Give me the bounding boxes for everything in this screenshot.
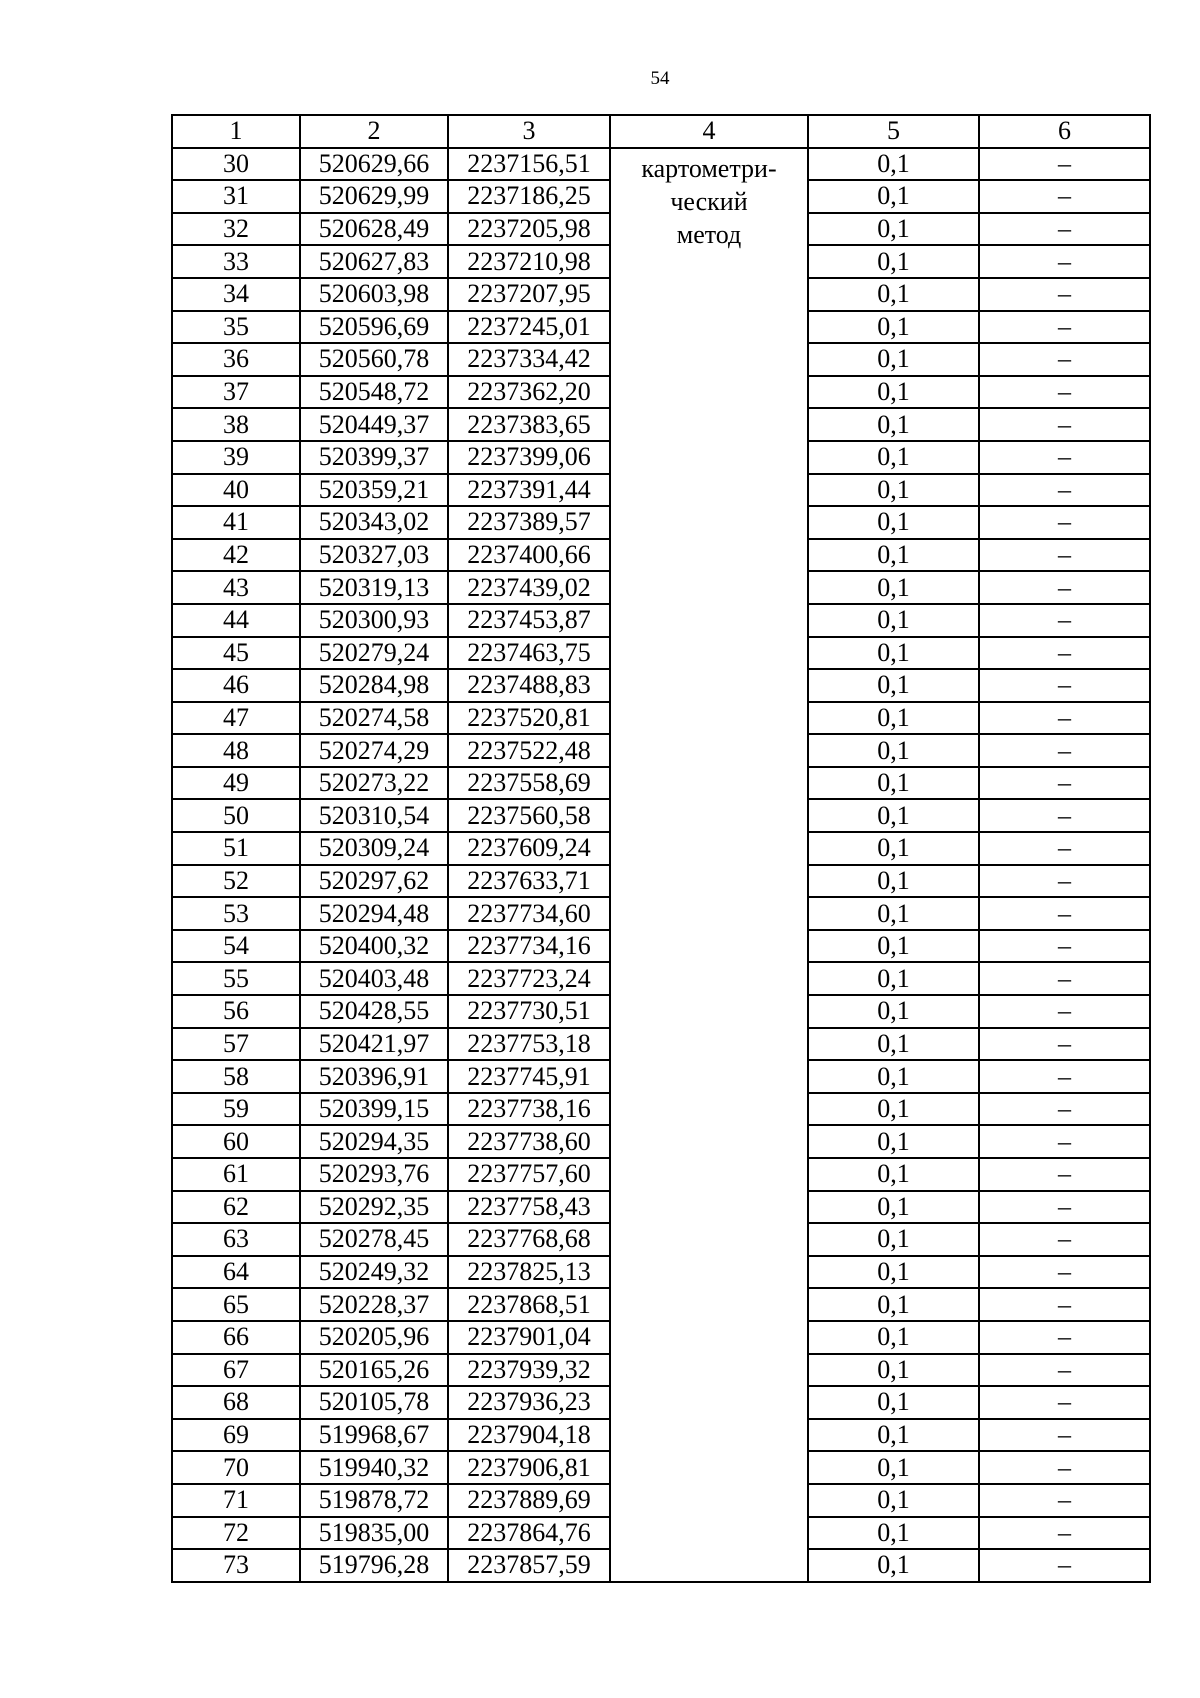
accuracy-cell: 0,1 bbox=[808, 865, 979, 898]
x-coordinate-cell: 520284,98 bbox=[300, 669, 448, 702]
y-coordinate-cell: 2237488,83 bbox=[448, 669, 610, 702]
col6-cell: – bbox=[979, 1484, 1150, 1517]
col6-cell: – bbox=[979, 1549, 1150, 1582]
col6-cell: – bbox=[979, 1028, 1150, 1061]
point-number-cell: 64 bbox=[172, 1256, 300, 1289]
y-coordinate-cell: 2237391,44 bbox=[448, 474, 610, 507]
y-coordinate-cell: 2237723,24 bbox=[448, 962, 610, 995]
point-number-cell: 73 bbox=[172, 1549, 300, 1582]
col6-cell: – bbox=[979, 408, 1150, 441]
accuracy-cell: 0,1 bbox=[808, 702, 979, 735]
y-coordinate-cell: 2237745,91 bbox=[448, 1060, 610, 1093]
col6-cell: – bbox=[979, 995, 1150, 1028]
point-number-cell: 49 bbox=[172, 767, 300, 800]
x-coordinate-cell: 520627,83 bbox=[300, 245, 448, 278]
header-col-4: 4 bbox=[610, 115, 808, 148]
accuracy-cell: 0,1 bbox=[808, 441, 979, 474]
accuracy-cell: 0,1 bbox=[808, 1028, 979, 1061]
point-number-cell: 35 bbox=[172, 311, 300, 344]
x-coordinate-cell: 520396,91 bbox=[300, 1060, 448, 1093]
point-number-cell: 51 bbox=[172, 832, 300, 865]
col6-cell: – bbox=[979, 245, 1150, 278]
x-coordinate-cell: 520359,21 bbox=[300, 474, 448, 507]
col6-cell: – bbox=[979, 1419, 1150, 1452]
x-coordinate-cell: 520399,15 bbox=[300, 1093, 448, 1126]
y-coordinate-cell: 2237825,13 bbox=[448, 1256, 610, 1289]
accuracy-cell: 0,1 bbox=[808, 311, 979, 344]
x-coordinate-cell: 520428,55 bbox=[300, 995, 448, 1028]
col6-cell: – bbox=[979, 832, 1150, 865]
x-coordinate-cell: 520273,22 bbox=[300, 767, 448, 800]
point-number-cell: 55 bbox=[172, 962, 300, 995]
x-coordinate-cell: 520294,35 bbox=[300, 1125, 448, 1158]
col6-cell: – bbox=[979, 1158, 1150, 1191]
accuracy-cell: 0,1 bbox=[808, 180, 979, 213]
y-coordinate-cell: 2237334,42 bbox=[448, 343, 610, 376]
y-coordinate-cell: 2237560,58 bbox=[448, 799, 610, 832]
accuracy-cell: 0,1 bbox=[808, 669, 979, 702]
method-line: метод bbox=[676, 219, 742, 249]
point-number-cell: 66 bbox=[172, 1321, 300, 1354]
col6-cell: – bbox=[979, 897, 1150, 930]
x-coordinate-cell: 520319,13 bbox=[300, 571, 448, 604]
col6-cell: – bbox=[979, 1223, 1150, 1256]
x-coordinate-cell: 520449,37 bbox=[300, 408, 448, 441]
point-number-cell: 40 bbox=[172, 474, 300, 507]
y-coordinate-cell: 2237738,60 bbox=[448, 1125, 610, 1158]
y-coordinate-cell: 2237936,23 bbox=[448, 1386, 610, 1419]
x-coordinate-cell: 520228,37 bbox=[300, 1288, 448, 1321]
x-coordinate-cell: 520327,03 bbox=[300, 539, 448, 572]
y-coordinate-cell: 2237901,04 bbox=[448, 1321, 610, 1354]
col6-cell: – bbox=[979, 669, 1150, 702]
accuracy-cell: 0,1 bbox=[808, 1451, 979, 1484]
point-number-cell: 39 bbox=[172, 441, 300, 474]
accuracy-cell: 0,1 bbox=[808, 376, 979, 409]
point-number-cell: 46 bbox=[172, 669, 300, 702]
accuracy-cell: 0,1 bbox=[808, 1386, 979, 1419]
accuracy-cell: 0,1 bbox=[808, 832, 979, 865]
table-row bbox=[172, 148, 1150, 181]
point-number-cell: 33 bbox=[172, 245, 300, 278]
y-coordinate-cell: 2237904,18 bbox=[448, 1419, 610, 1452]
point-number-cell: 53 bbox=[172, 897, 300, 930]
col6-cell: – bbox=[979, 278, 1150, 311]
accuracy-cell: 0,1 bbox=[808, 1256, 979, 1289]
col6-cell: – bbox=[979, 1354, 1150, 1387]
accuracy-cell: 0,1 bbox=[808, 245, 979, 278]
x-coordinate-cell: 520421,97 bbox=[300, 1028, 448, 1061]
col6-cell: – bbox=[979, 1256, 1150, 1289]
point-number-cell: 47 bbox=[172, 702, 300, 735]
x-coordinate-cell: 520560,78 bbox=[300, 343, 448, 376]
col6-cell: – bbox=[979, 1451, 1150, 1484]
point-number-cell: 32 bbox=[172, 213, 300, 246]
point-number-cell: 36 bbox=[172, 343, 300, 376]
point-number-cell: 72 bbox=[172, 1517, 300, 1550]
y-coordinate-cell: 2237864,76 bbox=[448, 1517, 610, 1550]
col6-cell: – bbox=[979, 311, 1150, 344]
point-number-cell: 59 bbox=[172, 1093, 300, 1126]
y-coordinate-cell: 2237558,69 bbox=[448, 767, 610, 800]
x-coordinate-cell: 520400,32 bbox=[300, 930, 448, 963]
x-coordinate-cell: 519940,32 bbox=[300, 1451, 448, 1484]
accuracy-cell: 0,1 bbox=[808, 930, 979, 963]
col6-cell: – bbox=[979, 1288, 1150, 1321]
y-coordinate-cell: 2237768,68 bbox=[448, 1223, 610, 1256]
y-coordinate-cell: 2237245,01 bbox=[448, 311, 610, 344]
header-col-3: 3 bbox=[448, 115, 610, 148]
col6-cell: – bbox=[979, 1517, 1150, 1550]
y-coordinate-cell: 2237210,98 bbox=[448, 245, 610, 278]
y-coordinate-cell: 2237857,59 bbox=[448, 1549, 610, 1582]
x-coordinate-cell: 520165,26 bbox=[300, 1354, 448, 1387]
accuracy-cell: 0,1 bbox=[808, 897, 979, 930]
method-line: картометри- bbox=[641, 153, 777, 183]
col6-cell: – bbox=[979, 571, 1150, 604]
point-number-cell: 52 bbox=[172, 865, 300, 898]
accuracy-cell: 0,1 bbox=[808, 1484, 979, 1517]
col6-cell: – bbox=[979, 637, 1150, 670]
col6-cell: – bbox=[979, 441, 1150, 474]
accuracy-cell: 0,1 bbox=[808, 1517, 979, 1550]
point-number-cell: 61 bbox=[172, 1158, 300, 1191]
header-col-6: 6 bbox=[979, 115, 1150, 148]
accuracy-cell: 0,1 bbox=[808, 1191, 979, 1224]
accuracy-cell: 0,1 bbox=[808, 1060, 979, 1093]
header-col-2: 2 bbox=[300, 115, 448, 148]
col6-cell: – bbox=[979, 734, 1150, 767]
col6-cell: – bbox=[979, 148, 1150, 181]
x-coordinate-cell: 520274,58 bbox=[300, 702, 448, 735]
y-coordinate-cell: 2237400,66 bbox=[448, 539, 610, 572]
point-number-cell: 62 bbox=[172, 1191, 300, 1224]
x-coordinate-cell: 520309,24 bbox=[300, 832, 448, 865]
x-coordinate-cell: 520399,37 bbox=[300, 441, 448, 474]
col6-cell: – bbox=[979, 962, 1150, 995]
col6-cell: – bbox=[979, 702, 1150, 735]
point-number-cell: 34 bbox=[172, 278, 300, 311]
accuracy-cell: 0,1 bbox=[808, 995, 979, 1028]
x-coordinate-cell: 520343,02 bbox=[300, 506, 448, 539]
y-coordinate-cell: 2237609,24 bbox=[448, 832, 610, 865]
accuracy-cell: 0,1 bbox=[808, 734, 979, 767]
col6-cell: – bbox=[979, 376, 1150, 409]
header-col-5: 5 bbox=[808, 115, 979, 148]
point-number-cell: 60 bbox=[172, 1125, 300, 1158]
accuracy-cell: 0,1 bbox=[808, 1223, 979, 1256]
point-number-cell: 69 bbox=[172, 1419, 300, 1452]
accuracy-cell: 0,1 bbox=[808, 637, 979, 670]
x-coordinate-cell: 520603,98 bbox=[300, 278, 448, 311]
x-coordinate-cell: 520292,35 bbox=[300, 1191, 448, 1224]
point-number-cell: 58 bbox=[172, 1060, 300, 1093]
col6-cell: – bbox=[979, 180, 1150, 213]
col6-cell: – bbox=[979, 767, 1150, 800]
point-number-cell: 38 bbox=[172, 408, 300, 441]
y-coordinate-cell: 2237522,48 bbox=[448, 734, 610, 767]
col6-cell: – bbox=[979, 506, 1150, 539]
y-coordinate-cell: 2237738,16 bbox=[448, 1093, 610, 1126]
accuracy-cell: 0,1 bbox=[808, 1321, 979, 1354]
accuracy-cell: 0,1 bbox=[808, 604, 979, 637]
y-coordinate-cell: 2237453,87 bbox=[448, 604, 610, 637]
accuracy-cell: 0,1 bbox=[808, 539, 979, 572]
x-coordinate-cell: 520596,69 bbox=[300, 311, 448, 344]
col6-cell: – bbox=[979, 1093, 1150, 1126]
point-number-cell: 56 bbox=[172, 995, 300, 1028]
x-coordinate-cell: 520629,66 bbox=[300, 148, 448, 181]
x-coordinate-cell: 520310,54 bbox=[300, 799, 448, 832]
y-coordinate-cell: 2237520,81 bbox=[448, 702, 610, 735]
accuracy-cell: 0,1 bbox=[808, 1158, 979, 1191]
y-coordinate-cell: 2237399,06 bbox=[448, 441, 610, 474]
col6-cell: – bbox=[979, 1060, 1150, 1093]
col6-cell: – bbox=[979, 1125, 1150, 1158]
y-coordinate-cell: 2237205,98 bbox=[448, 213, 610, 246]
x-coordinate-cell: 520249,32 bbox=[300, 1256, 448, 1289]
x-coordinate-cell: 519878,72 bbox=[300, 1484, 448, 1517]
accuracy-cell: 0,1 bbox=[808, 1549, 979, 1582]
y-coordinate-cell: 2237186,25 bbox=[448, 180, 610, 213]
accuracy-cell: 0,1 bbox=[808, 278, 979, 311]
col6-cell: – bbox=[979, 799, 1150, 832]
x-coordinate-cell: 520628,49 bbox=[300, 213, 448, 246]
accuracy-cell: 0,1 bbox=[808, 1093, 979, 1126]
point-number-cell: 50 bbox=[172, 799, 300, 832]
y-coordinate-cell: 2237207,95 bbox=[448, 278, 610, 311]
accuracy-cell: 0,1 bbox=[808, 408, 979, 441]
y-coordinate-cell: 2237868,51 bbox=[448, 1288, 610, 1321]
x-coordinate-cell: 520294,48 bbox=[300, 897, 448, 930]
point-number-cell: 31 bbox=[172, 180, 300, 213]
point-number-cell: 70 bbox=[172, 1451, 300, 1484]
x-coordinate-cell: 520279,24 bbox=[300, 637, 448, 670]
x-coordinate-cell: 520105,78 bbox=[300, 1386, 448, 1419]
point-number-cell: 42 bbox=[172, 539, 300, 572]
col6-cell: – bbox=[979, 213, 1150, 246]
x-coordinate-cell: 519968,67 bbox=[300, 1419, 448, 1452]
point-number-cell: 44 bbox=[172, 604, 300, 637]
accuracy-cell: 0,1 bbox=[808, 148, 979, 181]
x-coordinate-cell: 520205,96 bbox=[300, 1321, 448, 1354]
accuracy-cell: 0,1 bbox=[808, 1125, 979, 1158]
coordinates-table bbox=[171, 114, 1151, 1583]
y-coordinate-cell: 2237389,57 bbox=[448, 506, 610, 539]
accuracy-cell: 0,1 bbox=[808, 1419, 979, 1452]
point-number-cell: 67 bbox=[172, 1354, 300, 1387]
y-coordinate-cell: 2237439,02 bbox=[448, 571, 610, 604]
y-coordinate-cell: 2237633,71 bbox=[448, 865, 610, 898]
point-number-cell: 30 bbox=[172, 148, 300, 181]
x-coordinate-cell: 519796,28 bbox=[300, 1549, 448, 1582]
accuracy-cell: 0,1 bbox=[808, 1354, 979, 1387]
y-coordinate-cell: 2237939,32 bbox=[448, 1354, 610, 1387]
y-coordinate-cell: 2237383,65 bbox=[448, 408, 610, 441]
x-coordinate-cell: 520629,99 bbox=[300, 180, 448, 213]
y-coordinate-cell: 2237730,51 bbox=[448, 995, 610, 1028]
point-number-cell: 65 bbox=[172, 1288, 300, 1321]
point-number-cell: 63 bbox=[172, 1223, 300, 1256]
col6-cell: – bbox=[979, 539, 1150, 572]
accuracy-cell: 0,1 bbox=[808, 506, 979, 539]
point-number-cell: 43 bbox=[172, 571, 300, 604]
accuracy-cell: 0,1 bbox=[808, 474, 979, 507]
col6-cell: – bbox=[979, 1191, 1150, 1224]
y-coordinate-cell: 2237156,51 bbox=[448, 148, 610, 181]
page-number: 54 bbox=[650, 68, 670, 89]
x-coordinate-cell: 520278,45 bbox=[300, 1223, 448, 1256]
y-coordinate-cell: 2237906,81 bbox=[448, 1451, 610, 1484]
method-line: ческий bbox=[670, 186, 748, 216]
col6-cell: – bbox=[979, 930, 1150, 963]
accuracy-cell: 0,1 bbox=[808, 213, 979, 246]
col6-cell: – bbox=[979, 474, 1150, 507]
x-coordinate-cell: 520403,48 bbox=[300, 962, 448, 995]
x-coordinate-cell: 520548,72 bbox=[300, 376, 448, 409]
x-coordinate-cell: 519835,00 bbox=[300, 1517, 448, 1550]
accuracy-cell: 0,1 bbox=[808, 962, 979, 995]
method-cell bbox=[610, 148, 808, 1582]
col6-cell: – bbox=[979, 865, 1150, 898]
col6-cell: – bbox=[979, 1321, 1150, 1354]
accuracy-cell: 0,1 bbox=[808, 767, 979, 800]
y-coordinate-cell: 2237734,60 bbox=[448, 897, 610, 930]
point-number-cell: 68 bbox=[172, 1386, 300, 1419]
col6-cell: – bbox=[979, 604, 1150, 637]
point-number-cell: 45 bbox=[172, 637, 300, 670]
accuracy-cell: 0,1 bbox=[808, 571, 979, 604]
point-number-cell: 57 bbox=[172, 1028, 300, 1061]
col6-cell: – bbox=[979, 343, 1150, 376]
y-coordinate-cell: 2237362,20 bbox=[448, 376, 610, 409]
point-number-cell: 37 bbox=[172, 376, 300, 409]
y-coordinate-cell: 2237753,18 bbox=[448, 1028, 610, 1061]
x-coordinate-cell: 520300,93 bbox=[300, 604, 448, 637]
y-coordinate-cell: 2237758,43 bbox=[448, 1191, 610, 1224]
col6-cell: – bbox=[979, 1386, 1150, 1419]
accuracy-cell: 0,1 bbox=[808, 799, 979, 832]
x-coordinate-cell: 520297,62 bbox=[300, 865, 448, 898]
header-col-1: 1 bbox=[172, 115, 300, 148]
y-coordinate-cell: 2237463,75 bbox=[448, 637, 610, 670]
point-number-cell: 41 bbox=[172, 506, 300, 539]
y-coordinate-cell: 2237889,69 bbox=[448, 1484, 610, 1517]
point-number-cell: 48 bbox=[172, 734, 300, 767]
point-number-cell: 54 bbox=[172, 930, 300, 963]
x-coordinate-cell: 520274,29 bbox=[300, 734, 448, 767]
y-coordinate-cell: 2237757,60 bbox=[448, 1158, 610, 1191]
table-body bbox=[172, 148, 1150, 1582]
y-coordinate-cell: 2237734,16 bbox=[448, 930, 610, 963]
point-number-cell: 71 bbox=[172, 1484, 300, 1517]
x-coordinate-cell: 520293,76 bbox=[300, 1158, 448, 1191]
table-header-row bbox=[172, 115, 1150, 148]
accuracy-cell: 0,1 bbox=[808, 1288, 979, 1321]
accuracy-cell: 0,1 bbox=[808, 343, 979, 376]
